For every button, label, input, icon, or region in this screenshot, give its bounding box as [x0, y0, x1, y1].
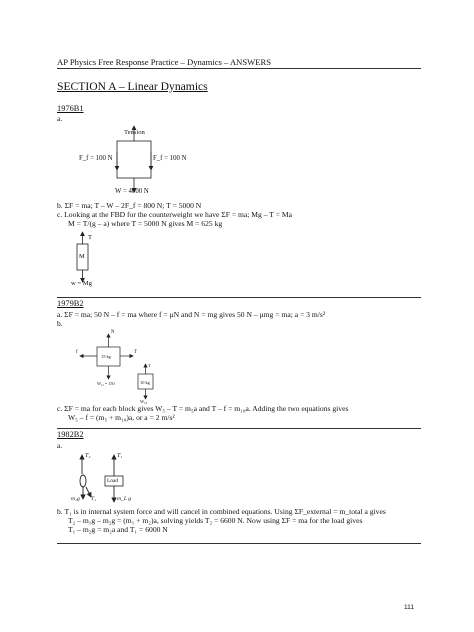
- weight-label: W = 4000 N: [115, 188, 149, 195]
- part-b-line3-1982: T₁ – m₂g = m₂a and T₁ = 6000 N: [68, 525, 168, 534]
- divider-1982: [57, 428, 421, 429]
- problem-id-1979: 1979B2: [57, 299, 84, 308]
- counterweight-w-label: w = Mg: [71, 280, 92, 287]
- bottom-divider: [57, 543, 421, 544]
- part-b-label-1979: b.: [57, 319, 63, 328]
- part-c-line1-1979: c. ΣF = ma for each block gives W₅ – T = m₅a and T – f = m₁₀a. Adding the two equations gives: [57, 404, 349, 413]
- fbd-box-1976: [117, 141, 151, 178]
- part-c-line1-1976: c. Looking at the FBD for the counterweight we have ΣF = ma; Mg – T = Ma: [57, 210, 292, 219]
- part-b-1976: b. ΣF = ma; T – W – 2F_f = 800 N; T = 5000 N: [57, 201, 202, 210]
- part-b-line2-1982: T₂ – m₁g – m₂g = (m₁ + m₂)a, solving yields T₂ = 6600 N. Now using ΣF = ma for the load gives: [68, 516, 363, 525]
- tension2-label: T: [148, 363, 151, 368]
- load-label: Load: [107, 478, 119, 484]
- weight15-label: W₁₅ = 150: [97, 381, 115, 386]
- section-title: SECTION A – Linear Dynamics: [57, 80, 208, 93]
- mlg-label: m_L g: [117, 496, 132, 502]
- counterweight-t-label: T: [88, 234, 93, 241]
- part-c-line2-1979: W₅ – f = (m₅ + m₁₀)a, or a = 2 m/s²: [68, 413, 175, 422]
- block-15kg-label: 15 kg: [101, 354, 111, 359]
- page-number: 111: [404, 604, 415, 611]
- counterweight-m-label: M: [79, 253, 85, 260]
- part-c-line2-1976: M = T/(g – a) where T = 5000 N gives M = 625 kg: [68, 219, 223, 228]
- normal-label: N: [111, 330, 115, 335]
- part-b-line1-1982: b. T₁ is in internal system force and will cancel in combined equations. Using ΣF_external = m_total a gives: [57, 507, 386, 516]
- part-a-label-1976: a.: [57, 114, 63, 123]
- problem-id-1982: 1982B2: [57, 430, 84, 439]
- tension-label-1979: T: [134, 350, 137, 355]
- header-rule: [57, 68, 421, 69]
- t1b-label: T₁: [91, 496, 97, 502]
- tension-label: Tension: [124, 129, 145, 136]
- weight10-label: W₁₀: [140, 399, 148, 404]
- friction-right-label: F_f = 100 N: [153, 155, 187, 162]
- block-10kg-label: 10 kg: [140, 380, 150, 385]
- m1g-label: m₁g: [71, 496, 80, 502]
- friction-label: f: [76, 350, 78, 355]
- divider-1979: [57, 297, 421, 298]
- friction-left-label: F_f = 100 N: [79, 155, 113, 162]
- problem-id-1976: 1976B1: [57, 104, 84, 113]
- part-a-label-1982: a.: [57, 441, 63, 450]
- page-header-title: AP Physics Free Response Practice – Dynamics – ANSWERS: [57, 57, 272, 67]
- t1-label: T₁: [117, 453, 123, 459]
- part-a-1979: a. ΣF = ma; 50 N – f = ma where f = μN and N = mg gives 50 N – μmg = ma; a = 3 m/s²: [57, 310, 326, 319]
- t2-label: T₂: [85, 453, 91, 459]
